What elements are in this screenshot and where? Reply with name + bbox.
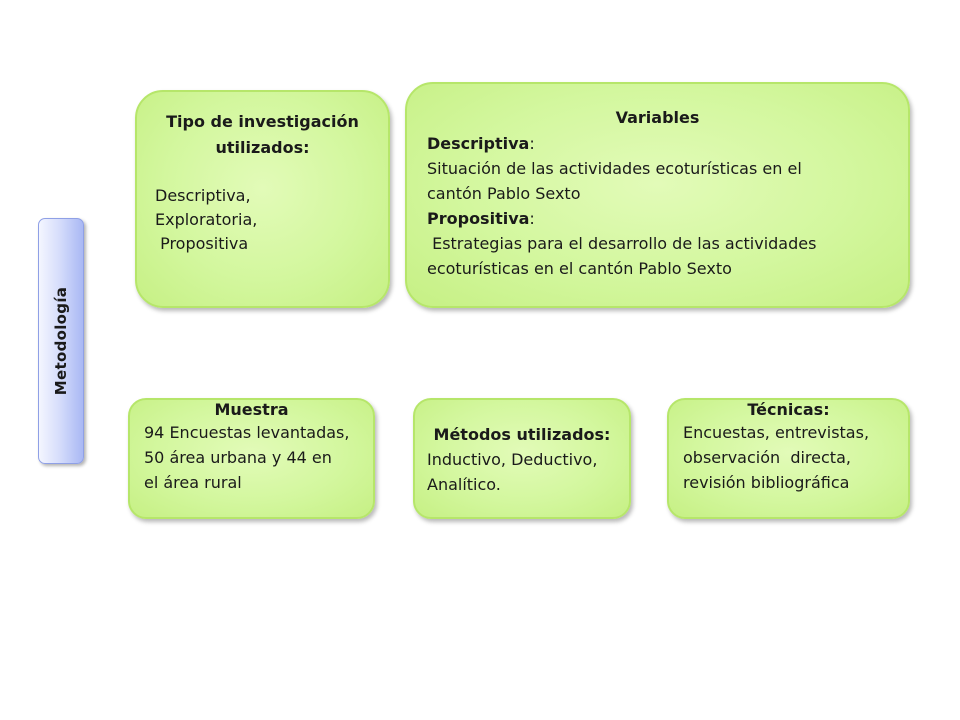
- descriptiva-row: Descriptiva:: [427, 134, 535, 153]
- descriptiva-text-line1: Situación de las actividades ecoturísticas en el: [427, 159, 802, 178]
- list-item: Exploratoria,: [155, 210, 258, 229]
- muestra-title: Muestra: [214, 400, 289, 419]
- descriptiva-text-line2: cantón Pablo Sexto: [427, 184, 581, 203]
- tecnicas-box: [667, 398, 910, 519]
- tipo-investigacion-title-line2: utilizados:: [215, 138, 310, 157]
- metodos-box: [413, 398, 631, 519]
- tipo-investigacion-list: [155, 184, 370, 256]
- list-item: observación directa,: [683, 448, 851, 467]
- muestra-box: [128, 398, 375, 519]
- tipo-investigacion-title-line1: Tipo de investigación: [166, 112, 359, 131]
- propositiva-text-line1: Estrategias para el desarrollo de las actividades: [427, 234, 817, 253]
- variables-title: Variables: [615, 108, 700, 127]
- variables-box: [405, 82, 910, 308]
- list-item: 94 Encuestas levantadas,: [144, 423, 350, 442]
- propositiva-text-line2: ecoturísticas en el cantón Pablo Sexto: [427, 259, 732, 278]
- tecnicas-title: Técnicas:: [747, 400, 830, 419]
- list-item: revisión bibliográfica: [683, 473, 850, 492]
- propositiva-row: Propositiva:: [427, 209, 535, 228]
- metodos-title: Métodos utilizados:: [433, 425, 611, 444]
- list-item: Descriptiva,: [155, 186, 251, 205]
- list-item: Analítico.: [427, 475, 501, 494]
- list-item: Propositiva: [155, 234, 249, 253]
- metodologia-tab: [38, 218, 84, 464]
- list-item: Inductivo, Deductivo,: [427, 450, 598, 469]
- metodologia-label: Metodología: [52, 286, 70, 396]
- list-item: el área rural: [144, 473, 242, 492]
- list-item: Encuestas, entrevistas,: [683, 423, 870, 442]
- list-item: 50 área urbana y 44 en: [144, 448, 332, 467]
- descriptiva-label: Descriptiva: [427, 134, 530, 153]
- propositiva-label: Propositiva: [427, 209, 530, 228]
- tipo-investigacion-box: [135, 90, 390, 308]
